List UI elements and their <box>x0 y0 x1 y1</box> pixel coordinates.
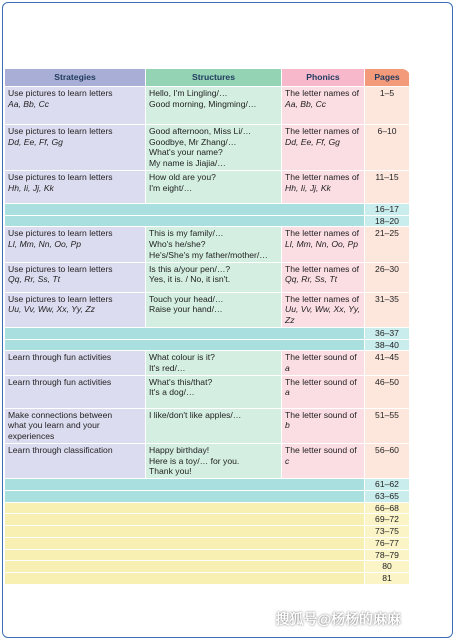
header-pages: Pages <box>365 69 410 87</box>
pages-cell: 41–45 <box>365 351 410 375</box>
structure-text: What colour is it? <box>149 352 215 363</box>
strategy-cell <box>5 262 146 292</box>
review-band <box>5 490 365 502</box>
pages-cell: 56–60 <box>365 443 410 478</box>
pages-cell: 69–72 <box>365 514 410 526</box>
strategy-text: Use pictures to learn letters <box>8 263 113 274</box>
strategy-cell <box>5 87 146 125</box>
table-row <box>5 339 410 351</box>
structure-text: My name is Jiajia/… <box>149 158 226 169</box>
structure-cell <box>146 87 282 125</box>
pages-cell: 16–17 <box>365 203 410 215</box>
pages-cell: 66–68 <box>365 502 410 514</box>
phonics-cell <box>282 375 365 408</box>
structure-cell <box>146 375 282 408</box>
phonics-letters: b <box>285 420 290 431</box>
structure-cell <box>146 125 282 171</box>
table-row <box>5 502 410 514</box>
pages-cell: 38–40 <box>365 339 410 351</box>
review-band <box>5 215 365 227</box>
structure-text: Happy birthday! <box>149 444 210 455</box>
strategy-letters: Uu, Vv, Ww, Xx, Yy, Zz <box>8 304 95 315</box>
strategy-text: Use pictures to learn letters <box>8 293 113 304</box>
phonics-text: The letter names of <box>285 263 360 274</box>
pages-cell: 73–75 <box>365 526 410 538</box>
phonics-cell <box>282 87 365 125</box>
structure-text: It's red/… <box>149 363 186 374</box>
strategy-text: Use pictures to learn letters <box>8 88 113 98</box>
table-row <box>5 170 410 203</box>
strategy-cell <box>5 443 146 478</box>
header-phonics: Phonics <box>282 69 365 87</box>
extra-band <box>5 573 365 585</box>
pages-cell: 80 <box>365 561 410 573</box>
strategy-text: Make connections between <box>8 409 113 420</box>
strategy-cell <box>5 227 146 262</box>
strategy-letters: Dd, Ee, Ff, Gg <box>8 136 63 147</box>
table-row <box>5 227 410 262</box>
table-body <box>5 87 410 585</box>
table-row <box>5 526 410 538</box>
strategy-cell <box>5 125 146 171</box>
phonics-text: The letter names of <box>285 88 360 98</box>
pages-cell: 36–37 <box>365 327 410 339</box>
phonics-cell <box>282 170 365 203</box>
structure-text: Hello, I'm Lingling/… <box>149 88 228 98</box>
phonics-cell <box>282 292 365 327</box>
scope-and-sequence-table <box>4 68 410 585</box>
table-row <box>5 479 410 491</box>
pages-cell: 18–20 <box>365 215 410 227</box>
phonics-text: The letter sound of <box>285 444 357 455</box>
table-row <box>5 375 410 408</box>
table-row <box>5 561 410 573</box>
table-header-row <box>5 69 410 87</box>
structure-cell <box>146 443 282 478</box>
strategy-cell <box>5 170 146 203</box>
strategy-text: Learn through fun activities <box>8 376 112 387</box>
structure-text: Yes, it is. / No, it isn't. <box>149 274 231 285</box>
structure-text: Raise your hand/… <box>149 304 223 315</box>
structure-text: Good morning, Mingming/… <box>149 98 257 109</box>
strategy-text: Learn through fun activities <box>8 352 112 363</box>
table-row <box>5 408 410 443</box>
header-structures: Structures <box>146 69 282 87</box>
structure-text: What's this/that? <box>149 376 213 387</box>
phonics-letters: Dd, Ee, Ff, Gg <box>285 136 340 147</box>
pages-cell: 11–15 <box>365 170 410 203</box>
phonics-cell <box>282 351 365 375</box>
table-row <box>5 573 410 585</box>
structure-text: He's/She's my father/mother/… <box>149 249 268 260</box>
structure-cell <box>146 262 282 292</box>
phonics-letters: c <box>285 455 290 466</box>
phonics-text: The letter sound of <box>285 376 357 387</box>
phonics-letters: Uu, Vv, Ww, Xx, Yy, Zz <box>285 304 360 326</box>
phonics-letters: Hh, Ii, Jj, Kk <box>285 182 331 193</box>
phonics-text: The letter names of <box>285 228 360 239</box>
table-row <box>5 262 410 292</box>
phonics-text: The letter names of <box>285 126 360 136</box>
phonics-text: The letter names of <box>285 171 360 182</box>
table-row <box>5 215 410 227</box>
strategy-cell <box>5 351 146 375</box>
structure-text: Here is a toy/… for you. <box>149 455 240 466</box>
phonics-letters: a <box>285 363 290 374</box>
phonics-cell <box>282 227 365 262</box>
phonics-letters: Aa, Bb, Cc <box>285 98 327 109</box>
structure-cell <box>146 292 282 327</box>
table-row <box>5 327 410 339</box>
phonics-letters: a <box>285 387 290 398</box>
strategy-text: Use pictures to learn letters <box>8 126 113 136</box>
strategy-cell <box>5 292 146 327</box>
extra-band <box>5 537 365 549</box>
review-band <box>5 327 365 339</box>
structure-text: What's your name? <box>149 147 223 158</box>
phonics-text: The letter sound of <box>285 352 357 363</box>
pages-cell: 46–50 <box>365 375 410 408</box>
watermark: 搜狐号@杨杨的麻麻 <box>275 611 401 627</box>
phonics-text: The letter sound of <box>285 409 357 420</box>
structure-text: Who's he/she? <box>149 239 206 250</box>
structure-text: It's a dog/… <box>149 387 195 398</box>
review-band <box>5 479 365 491</box>
pages-cell: 81 <box>365 573 410 585</box>
table-row <box>5 203 410 215</box>
strategy-cell <box>5 375 146 408</box>
strategy-letters: Ll, Mm, Nn, Oo, Pp <box>8 239 82 250</box>
extra-band <box>5 561 365 573</box>
phonics-text: The letter names of <box>285 293 360 304</box>
structure-cell <box>146 408 282 443</box>
table-row <box>5 549 410 561</box>
review-band <box>5 339 365 351</box>
structure-cell <box>146 227 282 262</box>
pages-cell: 6–10 <box>365 125 410 171</box>
table-row <box>5 537 410 549</box>
pages-cell: 1–5 <box>365 87 410 125</box>
extra-band <box>5 514 365 526</box>
strategy-letters: Qq, Rr, Ss, Tt <box>8 274 61 285</box>
structure-text: This is my family/… <box>149 228 224 239</box>
structure-text: Good afternoon, Miss Li/… <box>149 126 252 136</box>
table-row <box>5 443 410 478</box>
phonics-cell <box>282 443 365 478</box>
structure-text: How old are you? <box>149 171 216 182</box>
structure-cell <box>146 170 282 203</box>
strategy-text: experiences <box>8 431 55 442</box>
structure-text: I like/don't like apples/… <box>149 409 242 420</box>
strategy-text: Learn through classification <box>8 444 113 455</box>
pages-cell: 63–65 <box>365 490 410 502</box>
pages-cell: 76–77 <box>365 537 410 549</box>
phonics-cell <box>282 262 365 292</box>
table-row <box>5 490 410 502</box>
strategy-text: Use pictures to learn letters <box>8 171 113 182</box>
pages-cell: 78–79 <box>365 549 410 561</box>
extra-band <box>5 526 365 538</box>
pages-cell: 61–62 <box>365 479 410 491</box>
structure-text: Is this a/your pen/…? <box>149 263 231 274</box>
structure-text: I'm eight/… <box>149 182 193 193</box>
structure-text: Touch your head/… <box>149 293 224 304</box>
phonics-cell <box>282 125 365 171</box>
strategy-letters: Hh, Ii, Jj, Kk <box>8 182 54 193</box>
strategy-letters: Aa, Bb, Cc <box>8 98 50 109</box>
table-row <box>5 125 410 171</box>
structure-text: Goodbye, Mr Zhang/… <box>149 136 237 147</box>
structure-cell <box>146 351 282 375</box>
table-row <box>5 514 410 526</box>
pages-cell: 31–35 <box>365 292 410 327</box>
strategy-cell <box>5 408 146 443</box>
table-row <box>5 351 410 375</box>
table-row <box>5 87 410 125</box>
phonics-letters: Ll, Mm, Nn, Oo, Pp <box>285 239 359 250</box>
table-row <box>5 292 410 327</box>
phonics-cell <box>282 408 365 443</box>
extra-band <box>5 502 365 514</box>
pages-cell: 26–30 <box>365 262 410 292</box>
pages-cell: 51–55 <box>365 408 410 443</box>
structure-text: Thank you! <box>149 466 192 477</box>
phonics-letters: Qq, Rr, Ss, Tt <box>285 274 338 285</box>
pages-cell: 21–25 <box>365 227 410 262</box>
review-band <box>5 203 365 215</box>
strategy-text: Use pictures to learn letters <box>8 228 113 239</box>
extra-band <box>5 549 365 561</box>
header-strategies: Strategies <box>5 69 146 87</box>
strategy-text: what you learn and your <box>8 420 100 431</box>
